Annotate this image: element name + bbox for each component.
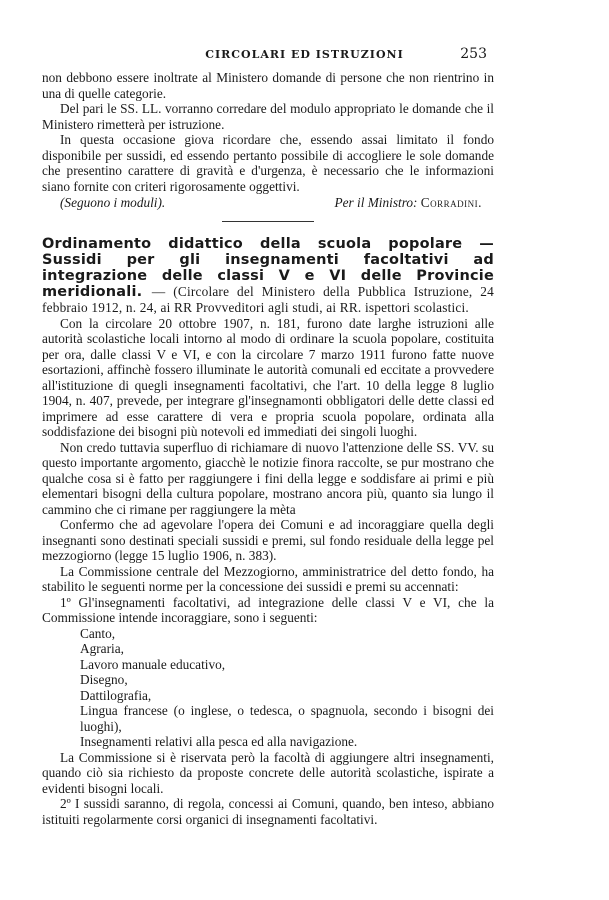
list-item: Lavoro manuale educativo, — [80, 656, 226, 672]
section-divider — [222, 221, 314, 222]
signature-line — [42, 195, 494, 211]
list-item: Dattilografia, — [80, 687, 152, 703]
paragraph-3: Confermo che ad agevolare l'opera dei Comuni e ad incoraggiare quella degli insegnanti sono destinati speciali sussidi e premi, sul fondo residuale della legge pel mezzogiorno (legge 15 luglio 1906, n. 383). — [42, 517, 494, 563]
list-item: Insegnamenti relativi alla pesca ed alla navigazione. — [80, 734, 358, 749]
page-header — [0, 48, 609, 68]
closing-paragraph-2: 2º I sussidi saranno, di regola, concessi ai Comuni, quando, ben inteso, abbiano istituiti regolarmente corsi organici di insegnamenti facoltativi. — [42, 796, 494, 827]
subject-list — [42, 626, 494, 750]
paragraph-1: Con la circolare 20 ottobre 1907, n. 181, furono date larghe istruzioni alle autorità scolastiche locali intorno al modo di ordinare la scuola popolare, costituita per ora, dalle classi V e VI, e con la circolare 7 marzo 1911 furono fatte nuove esortazioni, affinchè fossero illuminate le autorità comunali ed eccitate a provvedere all'istituzione di quegli insegnamenti facoltativi, che l'art. 10 della legge 8 luglio 1904, n. 407, prevede, per integrare gl'insegnamonti obbligatori delle dette classi ed imprimere ad esse carattere di vera e propria scuola popolare, ordinata alla soddisfazione dei bisogni più notevoli ed immediati dei singoli luoghi. — [42, 315, 494, 439]
closing-paragraph-1: La Commissione si è riservata però la facoltà di aggiungere altri insegnamenti, quando ciò sia richiesto da proposte concrete delle autorità scolastiche, ispirate a evidenti bisogni locali. — [42, 749, 494, 796]
signature-note: (Seguono i moduli). — [60, 195, 166, 210]
section-title: Ordinamento didattico della scuola popolare — Sussidi per gli insegnamenti facoltativi ad integrazione delle classi V e VI delle Provincie meridionali. — [42, 235, 494, 300]
list-item: Disegno, — [80, 672, 128, 687]
signature-prefix: Per il Ministro: — [334, 195, 418, 210]
paragraph-5: 1º Gl'insegnamenti facoltativi, ad integrazione delle classi V e VI, che la Commissione intende incoraggiare, sono i seguenti: — [42, 594, 494, 625]
list-item: Canto, — [80, 625, 116, 641]
paragraph-2: Non credo tuttavia superfluo di richiamare di nuovo l'attenzione delle SS. VV. su questo importante argomento, giacchè le notizie finora raccolte, se pur mostrano che qualche cosa si è fatto per raggiungere i fini della legge e soddisfare ai primi e più elementari bisogni della cultura popolare, mostrano ancora più, quanto sia lungo il cammino che ci rimane per raggiungere la mèta — [42, 439, 494, 517]
section-heading — [42, 236, 494, 316]
page-body — [42, 70, 494, 827]
list-item: Lingua francese (o inglese, o tedesca, o spagnuola, secondo i bisogni dei luoghi), — [80, 703, 494, 734]
signature-name: Corradini. — [420, 195, 482, 210]
paragraph-4: La Commissione centrale del Mezzogiorno, amministratrice del detto fondo, ha stabilito le seguenti norme per la concessione dei sussidi e premi su accennati: — [42, 563, 494, 594]
signature-block — [334, 195, 494, 211]
page-number: 253 — [460, 46, 487, 62]
section-title-note: — (Circolare del Ministero della Pubblica Istruzione, 24 febbraio 1912, n. 24, ai RR Provveditori agli studi, ai RR. ispettori scolastici. — [42, 283, 494, 315]
running-head: CIRCOLARI ED ISTRUZIONI — [205, 48, 404, 61]
list-item: Agraria, — [80, 641, 124, 656]
intro-paragraph-2: Del pari le SS. LL. vorranno corredare del modulo appropriato le domande che il Ministero rimetterà per istruzione. — [42, 101, 494, 132]
intro-paragraph-3: In questa occasione giova ricordare che, essendo assai limitato il fondo disponibile per sussidi, ed essendo pertanto possibile di accogliere le sole domande che presentino carattere di gravità e d'urgenza, è necessario che le informazioni siano fornite con criteri rigorosamente oggettivi. — [42, 132, 494, 194]
intro-paragraph-1: non debbono essere inoltrate al Ministero domande di persone che non rientrino in una di quelle categorie. — [42, 70, 494, 101]
